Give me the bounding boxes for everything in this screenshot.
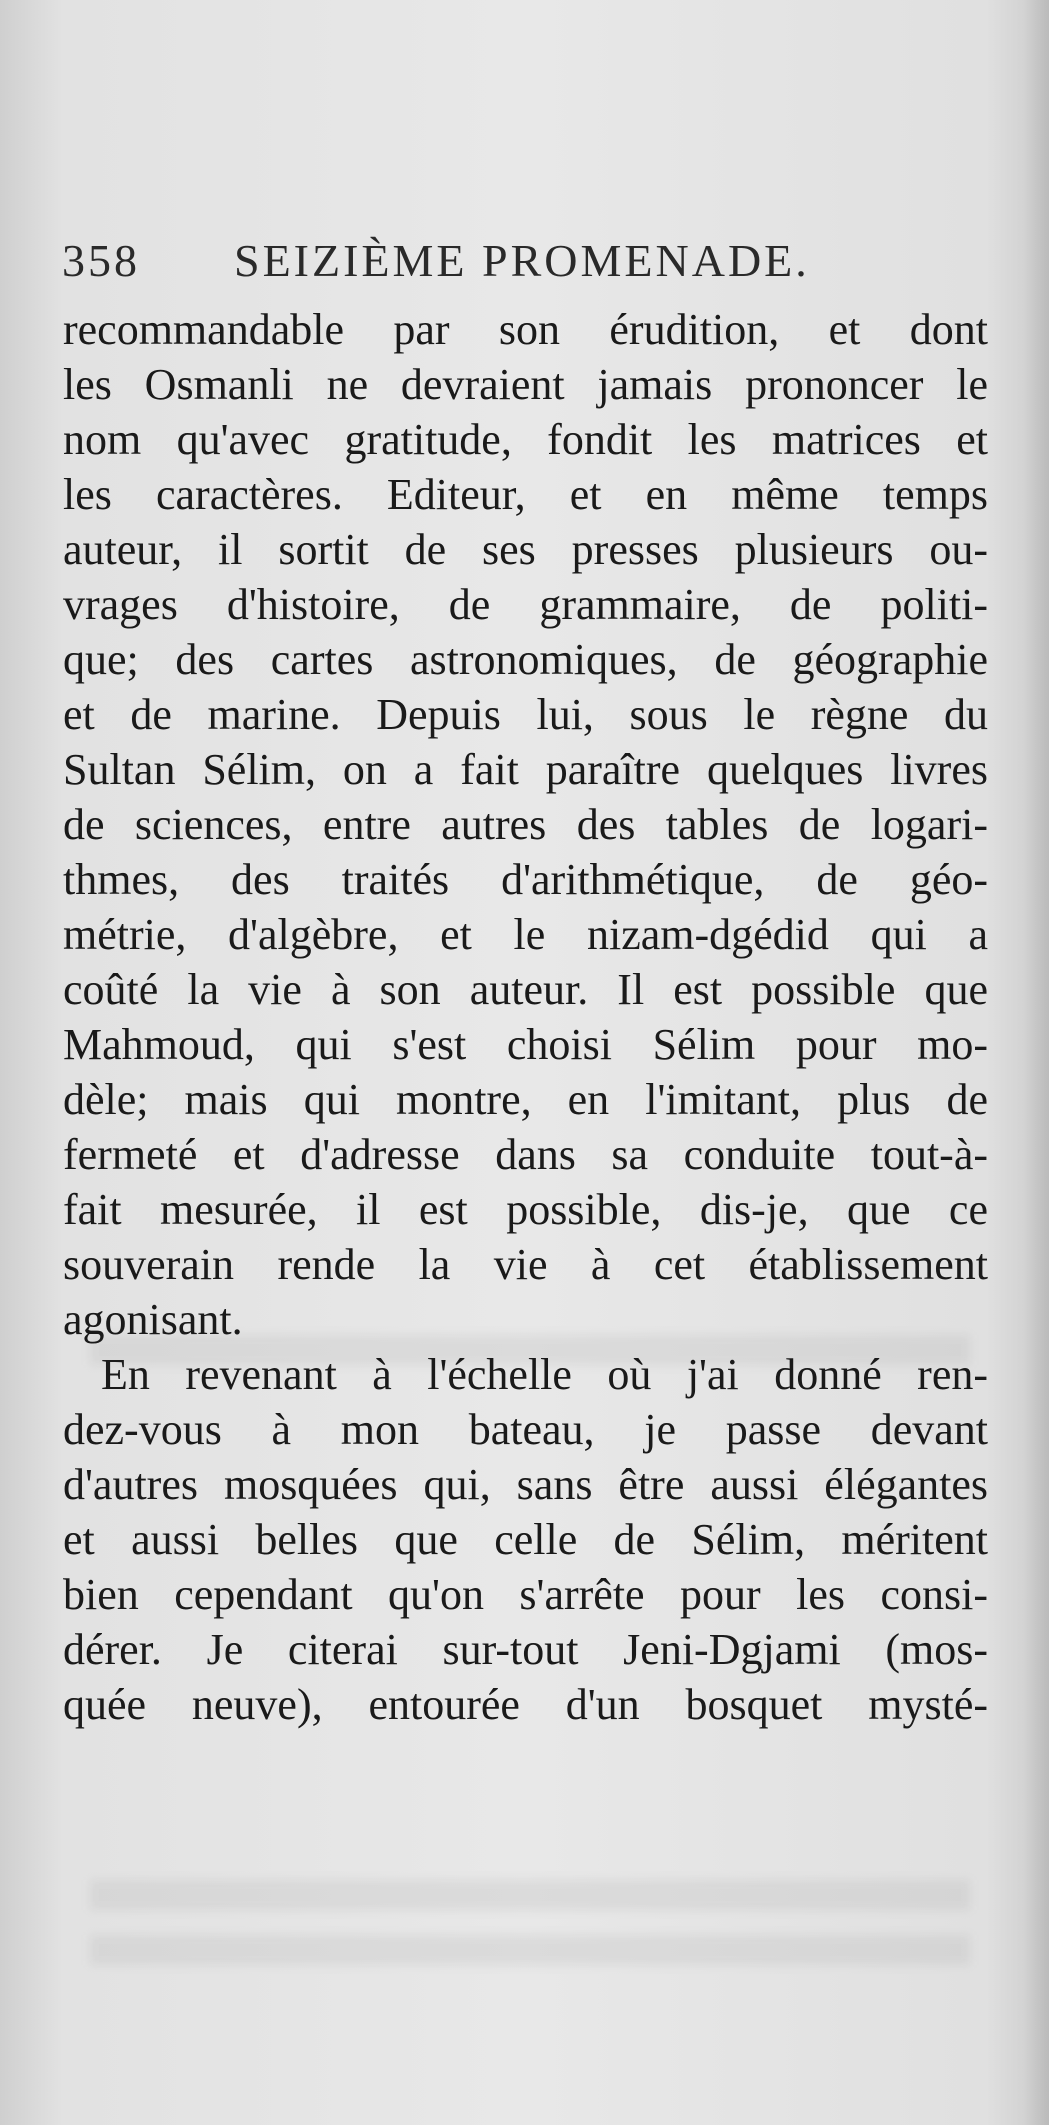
text-line: dèle; mais qui montre, en l'imitant, plus de: [63, 1075, 988, 1124]
text-line: En revenant à l'échelle où j'ai donné ren-: [101, 1350, 988, 1399]
page-number: 358: [62, 235, 140, 286]
text-line: fermeté et d'adresse dans sa conduite tout-à-: [63, 1130, 988, 1179]
text-line: d'autres mosquées qui, sans être aussi élégantes: [63, 1460, 988, 1509]
page-header: [62, 234, 962, 290]
text-line: fait mesurée, il est possible, dis-je, que ce: [63, 1185, 988, 1234]
text-line: coûté la vie à son auteur. Il est possible que: [63, 965, 988, 1014]
text-line: nom qu'avec gratitude, fondit les matrices et: [63, 415, 988, 464]
running-head: SEIZIÈME PROMENADE.: [234, 235, 810, 286]
text-line: et aussi belles que celle de Sélim, méritent: [63, 1515, 988, 1564]
text-line: souverain rende la vie à cet établissement: [63, 1240, 988, 1289]
show-through-band: [90, 1935, 970, 1965]
show-through-band: [90, 1880, 970, 1910]
text-line: agonisant.: [63, 1295, 243, 1344]
text-line: vrages d'histoire, de grammaire, de politi-: [63, 580, 988, 629]
text-line: dez-vous à mon bateau, je passe devant: [63, 1405, 988, 1454]
text-line: Sultan Sélim, on a fait paraître quelques livres: [63, 745, 988, 794]
text-line: de sciences, entre autres des tables de logari-: [63, 800, 988, 849]
text-line: et de marine. Depuis lui, sous le règne du: [63, 690, 988, 739]
text-line: dérer. Je citerai sur-tout Jeni-Dgjami (mos-: [63, 1625, 988, 1674]
text-line: les Osmanli ne devraient jamais prononcer le: [63, 360, 988, 409]
text-line: thmes, des traités d'arithmétique, de géo-: [63, 855, 988, 904]
page-edge-shadow: [1023, 0, 1049, 2125]
text-line: métrie, d'algèbre, et le nizam-dgédid qui a: [63, 910, 988, 959]
text-line: recommandable par son érudition, et dont: [63, 305, 988, 354]
text-line: que; des cartes astronomiques, de géographie: [63, 635, 988, 684]
text-line: Mahmoud, qui s'est choisi Sélim pour mo-: [63, 1020, 988, 1069]
text-line: quée neuve), entourée d'un bosquet mysté-: [63, 1680, 988, 1729]
text-line: bien cependant qu'on s'arrête pour les consi-: [63, 1570, 988, 1619]
text-line: les caractères. Editeur, et en même temps: [63, 470, 988, 519]
text-line: auteur, il sortit de ses presses plusieurs ou-: [63, 525, 988, 574]
body-text: [63, 302, 988, 1732]
